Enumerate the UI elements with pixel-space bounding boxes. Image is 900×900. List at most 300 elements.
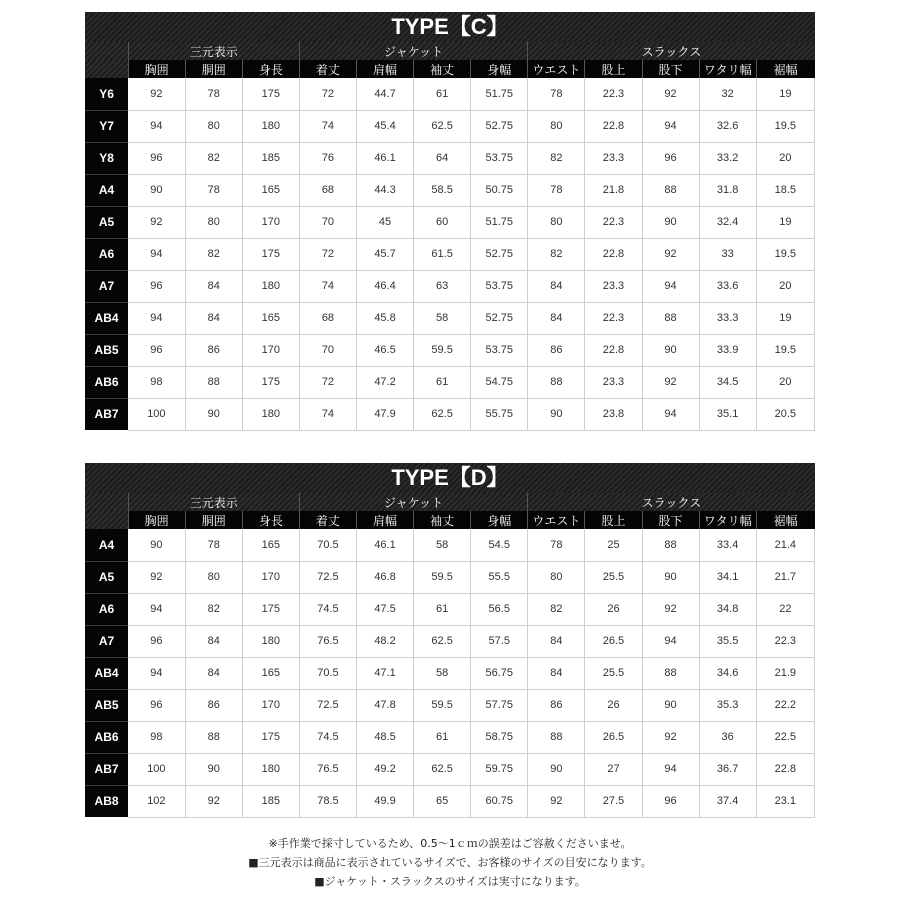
table-cell: 170 [242,561,299,593]
table-cell: 58 [414,529,471,561]
table-cell: 76.5 [299,625,356,657]
table-cell: 22.3 [756,625,814,657]
column-header: 股下 [642,60,699,78]
table-cell: 98 [128,366,185,398]
table-cell: 76.5 [299,753,356,785]
table-cell: 19 [756,78,814,110]
table-cell: 76 [299,142,356,174]
table-cell: 21.9 [756,657,814,689]
table-cell: 80 [528,206,585,238]
table-cell: 92 [642,593,699,625]
table-cell: 74.5 [299,593,356,625]
table-cell: 58.75 [471,721,528,753]
table-cell: 175 [242,366,299,398]
table-cell: 57.5 [471,625,528,657]
table-cell: 18.5 [756,174,814,206]
table-cell: 88 [185,721,242,753]
table-cell: 46.1 [356,529,413,561]
table-row [85,753,815,785]
table-cell: 35.5 [699,625,756,657]
column-header: 肩幅 [356,60,413,78]
table-cell: 88 [185,366,242,398]
group-header-jacket: ジャケット [299,42,527,60]
table-cell: 55.5 [471,561,528,593]
group-header-slacks: スラックス [528,493,815,511]
row-size-label: A5 [85,561,128,593]
table-cell: 84 [185,657,242,689]
table-cell: 82 [528,142,585,174]
table-row [85,334,815,366]
table-row [85,561,815,593]
row-size-label: AB7 [85,398,128,430]
table-cell: 94 [642,110,699,142]
table-cell: 23.3 [585,270,642,302]
table-cell: 58 [414,302,471,334]
table-cell: 47.8 [356,689,413,721]
table-cell: 33.6 [699,270,756,302]
column-header: 股上 [585,511,642,529]
table-cell: 90 [128,529,185,561]
table-cell: 88 [642,657,699,689]
table-cell: 84 [528,625,585,657]
group-header-slacks: スラックス [528,42,815,60]
table-cell: 26 [585,689,642,721]
column-header: 裾幅 [756,511,814,529]
column-header: ウエスト [528,511,585,529]
table-cell: 45.7 [356,238,413,270]
table-cell: 47.5 [356,593,413,625]
row-size-label: A7 [85,625,128,657]
table-cell: 94 [128,302,185,334]
size-table [85,42,815,431]
table-cell: 94 [642,270,699,302]
table-cell: 72.5 [299,561,356,593]
column-header: ワタリ幅 [699,511,756,529]
column-header: 胴囲 [185,511,242,529]
table-cell: 82 [185,142,242,174]
table-cell: 88 [642,302,699,334]
table-cell: 34.5 [699,366,756,398]
table-cell: 175 [242,593,299,625]
table-cell: 84 [528,302,585,334]
table-cell: 96 [128,689,185,721]
table-cell: 94 [128,110,185,142]
table-cell: 20.5 [756,398,814,430]
table-cell: 88 [642,529,699,561]
table-cell: 84 [185,270,242,302]
table-row [85,625,815,657]
table-row [85,366,815,398]
table-cell: 84 [185,302,242,334]
table-cell: 88 [528,366,585,398]
table-cell: 54.75 [471,366,528,398]
table-cell: 61 [414,366,471,398]
table-cell: 32.6 [699,110,756,142]
table-cell: 26.5 [585,721,642,753]
group-header-size-label: 三元表示 [128,42,299,60]
table-cell: 61 [414,78,471,110]
table-cell: 90 [642,334,699,366]
table-cell: 31.8 [699,174,756,206]
table-cell: 54.5 [471,529,528,561]
table-cell: 96 [642,785,699,817]
corner-cell [85,60,128,78]
column-header: 股上 [585,60,642,78]
table-cell: 84 [528,270,585,302]
table-row [85,206,815,238]
table-cell: 53.75 [471,334,528,366]
table-cell: 48.5 [356,721,413,753]
table-cell: 25.5 [585,561,642,593]
table-cell: 49.2 [356,753,413,785]
table-cell: 80 [185,110,242,142]
table-cell: 57.75 [471,689,528,721]
table-cell: 70.5 [299,529,356,561]
table-cell: 23.3 [585,142,642,174]
table-cell: 20 [756,270,814,302]
table-body [85,529,815,817]
table-cell: 36 [699,721,756,753]
table-cell: 51.75 [471,206,528,238]
note-actual-size: ■ジャケット・スラックスのサイズは実寸になります。 [314,875,586,888]
table-cell: 59.5 [414,334,471,366]
table-cell: 47.1 [356,657,413,689]
table-cell: 49.9 [356,785,413,817]
row-size-label: AB8 [85,785,128,817]
table-cell: 23.8 [585,398,642,430]
table-cell: 94 [642,398,699,430]
table-cell: 21.8 [585,174,642,206]
table-cell: 62.5 [414,625,471,657]
table-cell: 90 [128,174,185,206]
table-cell: 32 [699,78,756,110]
column-header: 身長 [242,511,299,529]
column-header: 裾幅 [756,60,814,78]
table-title: TYPE【D】 [85,463,815,493]
table-cell: 25 [585,529,642,561]
table-cell: 78 [528,529,585,561]
table-cell: 26.5 [585,625,642,657]
row-size-label: AB6 [85,721,128,753]
table-cell: 96 [128,334,185,366]
table-cell: 58 [414,657,471,689]
table-cell: 86 [185,689,242,721]
table-cell: 80 [185,561,242,593]
table-cell: 20 [756,366,814,398]
table-cell: 94 [128,657,185,689]
table-cell: 21.4 [756,529,814,561]
table-cell: 52.75 [471,302,528,334]
table-cell: 72 [299,78,356,110]
table-cell: 70 [299,206,356,238]
note-size-label: ■三元表示は商品に表示されているサイズで、お客様のサイズの目安になります。 [248,856,652,869]
table-cell: 72.5 [299,689,356,721]
table-cell: 100 [128,398,185,430]
row-size-label: Y7 [85,110,128,142]
table-cell: 180 [242,398,299,430]
table-cell: 74.5 [299,721,356,753]
table-cell: 165 [242,302,299,334]
table-cell: 68 [299,302,356,334]
table-cell: 22.3 [585,206,642,238]
size-table [85,493,815,818]
table-cell: 68 [299,174,356,206]
table-cell: 70.5 [299,657,356,689]
table-cell: 33.9 [699,334,756,366]
table-cell: 61.5 [414,238,471,270]
table-cell: 78 [185,78,242,110]
table-cell: 92 [528,785,585,817]
table-row [85,142,815,174]
table-cell: 55.75 [471,398,528,430]
table-cell: 175 [242,238,299,270]
table-cell: 59.5 [414,689,471,721]
table-row [85,721,815,753]
table-cell: 35.3 [699,689,756,721]
table-row [85,657,815,689]
table-cell: 52.75 [471,238,528,270]
table-cell: 84 [528,657,585,689]
table-cell: 92 [642,78,699,110]
table-cell: 78 [528,78,585,110]
table-cell: 165 [242,657,299,689]
table-cell: 90 [528,398,585,430]
table-cell: 82 [528,238,585,270]
table-cell: 33.4 [699,529,756,561]
table-cell: 92 [642,721,699,753]
table-cell: 92 [185,785,242,817]
group-header-size-label: 三元表示 [128,493,299,511]
table-cell: 72 [299,366,356,398]
table-cell: 26 [585,593,642,625]
table-cell: 44.7 [356,78,413,110]
row-size-label: AB4 [85,302,128,334]
table-cell: 90 [642,561,699,593]
table-cell: 175 [242,721,299,753]
table-cell: 33 [699,238,756,270]
footnotes [0,834,900,891]
table-row [85,302,815,334]
table-cell: 65 [414,785,471,817]
table-body [85,78,815,430]
table-cell: 78 [528,174,585,206]
table-cell: 56.75 [471,657,528,689]
table-cell: 22.3 [585,78,642,110]
column-header: 袖丈 [414,60,471,78]
column-header: 胴囲 [185,60,242,78]
table-cell: 46.4 [356,270,413,302]
table-cell: 82 [185,238,242,270]
column-header: 股下 [642,511,699,529]
row-size-label: AB5 [85,689,128,721]
table-cell: 48.2 [356,625,413,657]
note-measurement-error: ※手作業で採寸しているため、0.5〜1ｃｍの誤差はご容赦くださいませ。 [268,837,632,850]
table-cell: 22.8 [585,238,642,270]
table-cell: 19 [756,206,814,238]
table-cell: 34.1 [699,561,756,593]
table-cell: 92 [642,238,699,270]
table-row [85,529,815,561]
table-cell: 98 [128,721,185,753]
table-row [85,78,815,110]
table-cell: 102 [128,785,185,817]
table-cell: 74 [299,398,356,430]
table-cell: 82 [528,593,585,625]
row-size-label: AB4 [85,657,128,689]
table-cell: 19.5 [756,238,814,270]
table-cell: 19.5 [756,334,814,366]
table-cell: 90 [642,689,699,721]
table-row [85,110,815,142]
table-cell: 170 [242,689,299,721]
table-cell: 185 [242,142,299,174]
table-cell: 59.5 [414,561,471,593]
column-header: 身幅 [471,511,528,529]
table-cell: 51.75 [471,78,528,110]
table-cell: 46.8 [356,561,413,593]
table-cell: 88 [528,721,585,753]
table-cell: 35.1 [699,398,756,430]
row-size-label: AB7 [85,753,128,785]
table-cell: 45.8 [356,302,413,334]
table-cell: 86 [528,334,585,366]
row-size-label: A5 [85,206,128,238]
table-cell: 44.3 [356,174,413,206]
table-cell: 165 [242,174,299,206]
table-cell: 180 [242,270,299,302]
corner-cell [85,511,128,529]
column-header: 胸囲 [128,60,185,78]
table-cell: 180 [242,110,299,142]
table-cell: 50.75 [471,174,528,206]
table-cell: 90 [185,398,242,430]
table-cell: 25.5 [585,657,642,689]
column-header: 身長 [242,60,299,78]
table-cell: 21.7 [756,561,814,593]
table-cell: 33.2 [699,142,756,174]
table-cell: 78.5 [299,785,356,817]
table-row [85,593,815,625]
table-cell: 94 [642,753,699,785]
table-cell: 74 [299,270,356,302]
row-size-label: A6 [85,238,128,270]
column-header: 袖丈 [414,511,471,529]
row-size-label: A6 [85,593,128,625]
corner-cell [85,493,128,511]
table-cell: 37.4 [699,785,756,817]
table-cell: 94 [128,238,185,270]
table-cell: 22.5 [756,721,814,753]
table-row [85,398,815,430]
table-cell: 62.5 [414,110,471,142]
table-row [85,689,815,721]
table-cell: 92 [642,366,699,398]
row-size-label: A4 [85,529,128,561]
size-table-type-d [85,463,815,818]
table-cell: 94 [642,625,699,657]
table-cell: 23.1 [756,785,814,817]
row-size-label: A4 [85,174,128,206]
table-cell: 27.5 [585,785,642,817]
size-table-type-c [85,12,815,431]
table-cell: 185 [242,785,299,817]
table-cell: 36.7 [699,753,756,785]
table-cell: 62.5 [414,398,471,430]
table-cell: 96 [128,142,185,174]
table-cell: 22.3 [585,302,642,334]
table-cell: 180 [242,625,299,657]
row-size-label: Y8 [85,142,128,174]
table-cell: 22.2 [756,689,814,721]
table-row [85,238,815,270]
table-cell: 46.1 [356,142,413,174]
table-cell: 92 [128,561,185,593]
column-header: 肩幅 [356,511,413,529]
row-size-label: AB5 [85,334,128,366]
table-cell: 92 [128,206,185,238]
table-cell: 33.3 [699,302,756,334]
table-cell: 19 [756,302,814,334]
group-header-jacket: ジャケット [299,493,527,511]
table-cell: 94 [128,593,185,625]
table-cell: 90 [528,753,585,785]
table-cell: 72 [299,238,356,270]
table-cell: 80 [185,206,242,238]
table-cell: 22 [756,593,814,625]
table-cell: 90 [185,753,242,785]
table-cell: 70 [299,334,356,366]
table-cell: 61 [414,593,471,625]
table-cell: 80 [528,110,585,142]
row-size-label: AB6 [85,366,128,398]
table-cell: 86 [528,689,585,721]
table-cell: 90 [642,206,699,238]
table-cell: 74 [299,110,356,142]
table-cell: 47.2 [356,366,413,398]
table-cell: 61 [414,721,471,753]
table-cell: 34.8 [699,593,756,625]
row-size-label: A7 [85,270,128,302]
table-cell: 19.5 [756,110,814,142]
table-cell: 180 [242,753,299,785]
table-cell: 56.5 [471,593,528,625]
table-cell: 92 [128,78,185,110]
table-cell: 23.3 [585,366,642,398]
table-cell: 27 [585,753,642,785]
table-cell: 20 [756,142,814,174]
table-title: TYPE【C】 [85,12,815,42]
table-cell: 170 [242,334,299,366]
table-cell: 64 [414,142,471,174]
column-header: ワタリ幅 [699,60,756,78]
table-cell: 80 [528,561,585,593]
table-cell: 34.6 [699,657,756,689]
table-row [85,785,815,817]
table-cell: 100 [128,753,185,785]
table-cell: 88 [642,174,699,206]
table-cell: 78 [185,529,242,561]
corner-cell [85,42,128,60]
table-cell: 96 [128,270,185,302]
table-cell: 59.75 [471,753,528,785]
table-cell: 86 [185,334,242,366]
table-cell: 45.4 [356,110,413,142]
table-cell: 96 [128,625,185,657]
table-cell: 78 [185,174,242,206]
table-cell: 45 [356,206,413,238]
table-cell: 96 [642,142,699,174]
table-cell: 84 [185,625,242,657]
